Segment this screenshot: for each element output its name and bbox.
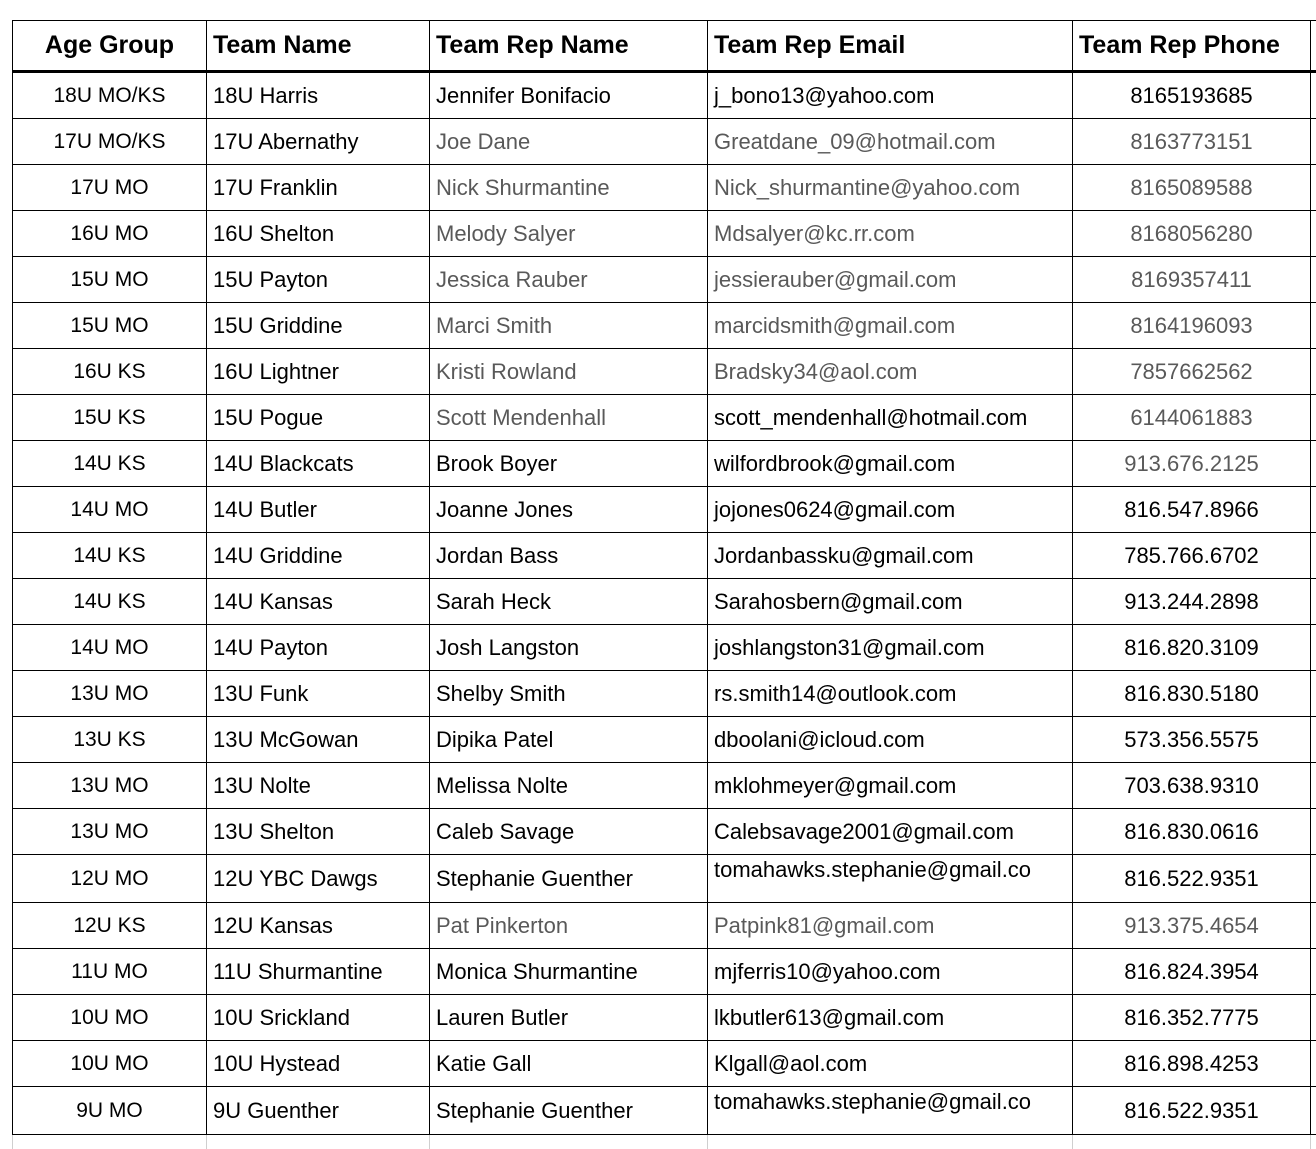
cell-team-name[interactable]: 9U Guenther bbox=[207, 1087, 430, 1135]
cell-team-rep-name[interactable]: Scott Mendenhall bbox=[430, 395, 708, 441]
cell-team-name[interactable]: 14U Kansas bbox=[207, 579, 430, 625]
cell-team-rep-email[interactable]: lkbutler613@gmail.com bbox=[708, 995, 1073, 1041]
cell-team-rep-email[interactable]: dboolani@icloud.com bbox=[708, 717, 1073, 763]
cell-team-name[interactable]: 15U Pogue bbox=[207, 395, 430, 441]
cell-team-rep-phone[interactable]: 816.547.8966 bbox=[1073, 487, 1311, 533]
cell-team-name[interactable]: 13U McGowan bbox=[207, 717, 430, 763]
table-row bbox=[13, 441, 1316, 487]
cell-team-name[interactable]: 10U Srickland bbox=[207, 995, 430, 1041]
table-row bbox=[13, 717, 1316, 763]
cell-team-name[interactable]: 17U Abernathy bbox=[207, 119, 430, 165]
cell-team-rep-email[interactable]: Sarahosbern@gmail.com bbox=[708, 579, 1073, 625]
cell-next-column[interactable] bbox=[1311, 441, 1316, 487]
cell-next-column[interactable] bbox=[1311, 119, 1316, 165]
table-row bbox=[13, 1087, 1316, 1135]
table-row bbox=[13, 995, 1316, 1041]
cell-next-column[interactable] bbox=[1311, 349, 1316, 395]
cell-age-group[interactable]: 13U KS bbox=[13, 717, 207, 763]
header-team-rep-email[interactable]: Team Rep Email bbox=[708, 21, 1073, 72]
cell-age-group[interactable]: 13U MO bbox=[13, 763, 207, 809]
cell-team-name[interactable]: 14U Blackcats bbox=[207, 441, 430, 487]
table-row bbox=[13, 1041, 1316, 1087]
cell-team-rep-name[interactable]: Katie Gall bbox=[430, 1041, 708, 1087]
cell-team-rep-name[interactable]: Joanne Jones bbox=[430, 487, 708, 533]
cell-team-rep-name[interactable]: Pat Pinkerton bbox=[430, 903, 708, 949]
cell-team-rep-phone[interactable]: 8165089588 bbox=[1073, 165, 1311, 211]
cell-team-rep-phone[interactable]: 816.830.0616 bbox=[1073, 809, 1311, 855]
cell-team-rep-name[interactable]: Shelby Smith bbox=[430, 671, 708, 717]
cell-team-rep-phone[interactable]: 6144061883 bbox=[1073, 395, 1311, 441]
cell-team-rep-name[interactable]: Josh Langston bbox=[430, 625, 708, 671]
cell-age-group[interactable]: 12U KS bbox=[13, 903, 207, 949]
cell-team-rep-email[interactable]: Mdsalyer@kc.rr.com bbox=[708, 211, 1073, 257]
cell-team-rep-email[interactable]: joshlangston31@gmail.com bbox=[708, 625, 1073, 671]
cell-next-column[interactable] bbox=[1311, 763, 1316, 809]
cell-next-column[interactable] bbox=[1311, 903, 1316, 949]
cell-age-group[interactable]: 14U KS bbox=[13, 579, 207, 625]
cell-team-rep-phone[interactable]: 785.766.6702 bbox=[1073, 533, 1311, 579]
table-row bbox=[13, 72, 1316, 119]
table-row bbox=[13, 671, 1316, 717]
cell-team-rep-name[interactable]: Lauren Butler bbox=[430, 995, 708, 1041]
cell-next-column[interactable] bbox=[1311, 487, 1316, 533]
cell-next-column[interactable] bbox=[1311, 395, 1316, 441]
empty-cell[interactable] bbox=[708, 1135, 1073, 1149]
cell-team-name[interactable]: 13U Shelton bbox=[207, 809, 430, 855]
team-rep-table bbox=[12, 20, 1316, 1149]
table-row bbox=[13, 257, 1316, 303]
cell-team-rep-email[interactable]: tomahawks.stephanie@gmail.co bbox=[708, 1087, 1073, 1135]
cell-next-column[interactable] bbox=[1311, 1087, 1316, 1135]
cell-team-rep-phone[interactable]: 816.522.9351 bbox=[1073, 1087, 1311, 1135]
cell-age-group[interactable]: 16U KS bbox=[13, 349, 207, 395]
cell-next-column[interactable] bbox=[1311, 949, 1316, 995]
cell-team-rep-phone[interactable]: 816.522.9351 bbox=[1073, 855, 1311, 903]
table-row bbox=[13, 903, 1316, 949]
cell-next-column[interactable] bbox=[1311, 671, 1316, 717]
cell-team-rep-name[interactable]: Melody Salyer bbox=[430, 211, 708, 257]
table-row bbox=[13, 119, 1316, 165]
cell-team-rep-email[interactable]: Calebsavage2001@gmail.com bbox=[708, 809, 1073, 855]
table-row bbox=[13, 533, 1316, 579]
cell-team-rep-phone[interactable]: 7857662562 bbox=[1073, 349, 1311, 395]
cell-team-rep-name[interactable]: Jessica Rauber bbox=[430, 257, 708, 303]
cell-team-rep-name[interactable]: Jordan Bass bbox=[430, 533, 708, 579]
cell-team-rep-phone[interactable]: 8165193685 bbox=[1073, 72, 1311, 119]
cell-team-rep-phone[interactable]: 8163773151 bbox=[1073, 119, 1311, 165]
cell-team-rep-name[interactable]: Melissa Nolte bbox=[430, 763, 708, 809]
table-row bbox=[13, 763, 1316, 809]
cell-team-rep-email[interactable]: scott_mendenhall@hotmail.com bbox=[708, 395, 1073, 441]
cell-age-group[interactable]: 14U KS bbox=[13, 441, 207, 487]
cell-team-name[interactable]: 13U Nolte bbox=[207, 763, 430, 809]
table-body bbox=[13, 72, 1316, 1149]
cell-team-rep-name[interactable]: Monica Shurmantine bbox=[430, 949, 708, 995]
cell-team-rep-phone[interactable]: 816.820.3109 bbox=[1073, 625, 1311, 671]
table-row bbox=[13, 165, 1316, 211]
cell-team-rep-email[interactable]: jojones0624@gmail.com bbox=[708, 487, 1073, 533]
cell-team-rep-email[interactable]: mjferris10@yahoo.com bbox=[708, 949, 1073, 995]
empty-row bbox=[13, 1135, 1316, 1149]
empty-cell[interactable] bbox=[430, 1135, 708, 1149]
cell-next-column[interactable] bbox=[1311, 579, 1316, 625]
cell-next-column[interactable] bbox=[1311, 72, 1316, 119]
cell-age-group[interactable]: 14U MO bbox=[13, 625, 207, 671]
cell-team-rep-phone[interactable]: 8169357411 bbox=[1073, 257, 1311, 303]
cell-team-name[interactable]: 11U Shurmantine bbox=[207, 949, 430, 995]
cell-team-rep-email[interactable]: Klgall@aol.com bbox=[708, 1041, 1073, 1087]
header-team-rep-name[interactable]: Team Rep Name bbox=[430, 21, 708, 72]
cell-team-rep-name[interactable]: Brook Boyer bbox=[430, 441, 708, 487]
cell-team-rep-phone[interactable]: 8168056280 bbox=[1073, 211, 1311, 257]
cell-team-rep-email[interactable]: j_bono13@yahoo.com bbox=[708, 72, 1073, 119]
cell-team-rep-email[interactable]: marcidsmith@gmail.com bbox=[708, 303, 1073, 349]
table-row bbox=[13, 579, 1316, 625]
cell-age-group[interactable]: 16U MO bbox=[13, 211, 207, 257]
cell-team-rep-phone[interactable]: 913.244.2898 bbox=[1073, 579, 1311, 625]
cell-team-rep-email[interactable]: wilfordbrook@gmail.com bbox=[708, 441, 1073, 487]
cell-next-column[interactable] bbox=[1311, 855, 1316, 903]
cell-team-name[interactable]: 10U Hystead bbox=[207, 1041, 430, 1087]
spreadsheet bbox=[12, 20, 1316, 1149]
cell-team-rep-phone[interactable]: 816.824.3954 bbox=[1073, 949, 1311, 995]
cell-team-rep-email[interactable]: Bradsky34@aol.com bbox=[708, 349, 1073, 395]
cell-next-column[interactable] bbox=[1311, 809, 1316, 855]
cell-team-rep-name[interactable]: Marci Smith bbox=[430, 303, 708, 349]
cell-age-group[interactable]: 10U MO bbox=[13, 1041, 207, 1087]
cell-age-group[interactable]: 17U MO/KS bbox=[13, 119, 207, 165]
cell-age-group[interactable]: 14U KS bbox=[13, 533, 207, 579]
cell-team-rep-name[interactable]: Dipika Patel bbox=[430, 717, 708, 763]
cell-team-rep-phone[interactable]: 703.638.9310 bbox=[1073, 763, 1311, 809]
cell-team-name[interactable]: 14U Butler bbox=[207, 487, 430, 533]
cell-team-rep-email[interactable]: jessierauber@gmail.com bbox=[708, 257, 1073, 303]
cell-team-name[interactable]: 14U Griddine bbox=[207, 533, 430, 579]
cell-age-group[interactable]: 13U MO bbox=[13, 809, 207, 855]
cell-team-rep-phone[interactable]: 913.676.2125 bbox=[1073, 441, 1311, 487]
cell-team-rep-email[interactable]: Greatdane_09@hotmail.com bbox=[708, 119, 1073, 165]
cell-age-group[interactable]: 9U MO bbox=[13, 1087, 207, 1135]
empty-cell[interactable] bbox=[13, 1135, 207, 1149]
cell-team-name[interactable]: 18U Harris bbox=[207, 72, 430, 119]
cell-team-rep-name[interactable]: Joe Dane bbox=[430, 119, 708, 165]
cell-team-name[interactable]: 12U YBC Dawgs bbox=[207, 855, 430, 903]
cell-team-rep-phone[interactable]: 8164196093 bbox=[1073, 303, 1311, 349]
cell-next-column[interactable] bbox=[1311, 211, 1316, 257]
empty-cell[interactable] bbox=[207, 1135, 430, 1149]
cell-team-rep-name[interactable]: Jennifer Bonifacio bbox=[430, 72, 708, 119]
cell-age-group[interactable]: 17U MO bbox=[13, 165, 207, 211]
cell-team-name[interactable]: 16U Lightner bbox=[207, 349, 430, 395]
cell-team-rep-phone[interactable]: 816.830.5180 bbox=[1073, 671, 1311, 717]
cell-team-name[interactable]: 15U Griddine bbox=[207, 303, 430, 349]
table-row bbox=[13, 349, 1316, 395]
cell-next-column[interactable] bbox=[1311, 1041, 1316, 1087]
cell-next-column[interactable] bbox=[1311, 717, 1316, 763]
cell-team-rep-name[interactable]: Stephanie Guenther bbox=[430, 1087, 708, 1135]
cell-next-column[interactable] bbox=[1311, 625, 1316, 671]
cell-age-group[interactable]: 11U MO bbox=[13, 949, 207, 995]
header-team-rep-phone[interactable]: Team Rep Phone bbox=[1073, 21, 1311, 72]
cell-age-group[interactable]: 18U MO/KS bbox=[13, 72, 207, 119]
cell-team-rep-name[interactable]: Stephanie Guenther bbox=[430, 855, 708, 903]
cell-team-name[interactable]: 15U Payton bbox=[207, 257, 430, 303]
cell-team-rep-email[interactable]: tomahawks.stephanie@gmail.co bbox=[708, 855, 1073, 903]
cell-team-rep-email[interactable]: Jordanbassku@gmail.com bbox=[708, 533, 1073, 579]
cell-team-name[interactable]: 14U Payton bbox=[207, 625, 430, 671]
table-row bbox=[13, 809, 1316, 855]
cell-next-column[interactable] bbox=[1311, 257, 1316, 303]
cell-team-rep-phone[interactable]: 816.898.4253 bbox=[1073, 1041, 1311, 1087]
header-team-name[interactable]: Team Name bbox=[207, 21, 430, 72]
cell-next-column[interactable] bbox=[1311, 303, 1316, 349]
cell-team-rep-email[interactable]: rs.smith14@outlook.com bbox=[708, 671, 1073, 717]
cell-age-group[interactable]: 15U KS bbox=[13, 395, 207, 441]
cell-team-rep-name[interactable]: Sarah Heck bbox=[430, 579, 708, 625]
cell-team-rep-email[interactable]: mklohmeyer@gmail.com bbox=[708, 763, 1073, 809]
table-row bbox=[13, 949, 1316, 995]
cell-team-rep-phone[interactable]: 816.352.7775 bbox=[1073, 995, 1311, 1041]
cell-age-group[interactable]: 12U MO bbox=[13, 855, 207, 903]
table-row bbox=[13, 395, 1316, 441]
cell-team-name[interactable]: 16U Shelton bbox=[207, 211, 430, 257]
cell-next-column[interactable] bbox=[1311, 165, 1316, 211]
cell-next-column[interactable] bbox=[1311, 533, 1316, 579]
cell-age-group[interactable]: 15U MO bbox=[13, 257, 207, 303]
header-age-group[interactable]: Age Group bbox=[13, 21, 207, 72]
cell-team-rep-name[interactable]: Kristi Rowland bbox=[430, 349, 708, 395]
table-row bbox=[13, 303, 1316, 349]
cell-team-rep-name[interactable]: Nick Shurmantine bbox=[430, 165, 708, 211]
cell-team-rep-email[interactable]: Nick_shurmantine@yahoo.com bbox=[708, 165, 1073, 211]
empty-cell[interactable] bbox=[1073, 1135, 1311, 1149]
cell-next-column[interactable] bbox=[1311, 995, 1316, 1041]
table-row bbox=[13, 211, 1316, 257]
cell-team-rep-name[interactable]: Caleb Savage bbox=[430, 809, 708, 855]
table-row bbox=[13, 625, 1316, 671]
cell-age-group[interactable]: 13U MO bbox=[13, 671, 207, 717]
cell-team-name[interactable]: 17U Franklin bbox=[207, 165, 430, 211]
table-row bbox=[13, 487, 1316, 533]
cell-age-group[interactable]: 10U MO bbox=[13, 995, 207, 1041]
cell-team-rep-phone[interactable]: 913.375.4654 bbox=[1073, 903, 1311, 949]
header-row bbox=[13, 21, 1316, 72]
cell-team-rep-phone[interactable]: 573.356.5575 bbox=[1073, 717, 1311, 763]
empty-cell[interactable] bbox=[1311, 1135, 1316, 1149]
cell-team-name[interactable]: 12U Kansas bbox=[207, 903, 430, 949]
header-next-column[interactable] bbox=[1311, 21, 1316, 72]
cell-age-group[interactable]: 14U MO bbox=[13, 487, 207, 533]
table-row bbox=[13, 855, 1316, 903]
cell-age-group[interactable]: 15U MO bbox=[13, 303, 207, 349]
cell-team-name[interactable]: 13U Funk bbox=[207, 671, 430, 717]
cell-team-rep-email[interactable]: Patpink81@gmail.com bbox=[708, 903, 1073, 949]
